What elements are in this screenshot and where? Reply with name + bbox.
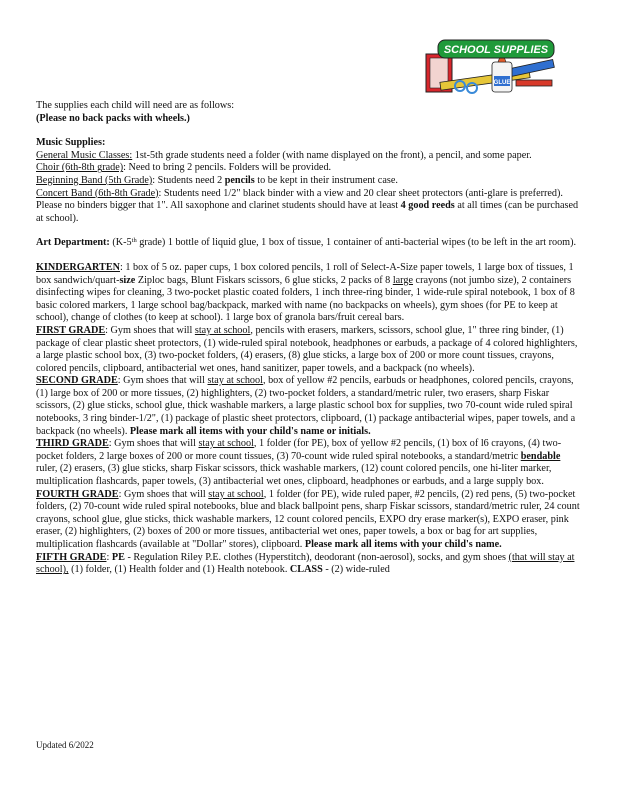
fourth-grade-heading: FOURTH GRADE xyxy=(36,488,119,500)
supply-list xyxy=(36,100,584,577)
fourth-grade-section: FOURTH GRADE: Gym shoes that will stay at school, 1 folder (for PE), wide ruled paper, #2 pencils, (2) red pens, (5) two-pocket folders, (2) 70-count wide ruled spiral notebooks, blue and black ballpoint pens, sharp Fiskar scissors, standard/metric ruler, 24 count crayons, school glue, glue sticks, thick washable markers, 12 count colored pencils, EXPO dry erase marker(s), EXPO eraser, pink eraser, (2) highlighters, (2) boxes of 200 or more tissues, antibacterial wet ones, paper towels, a box or bag for art supplies, multiplication flashcards (available at "Dollar" stores), clipboard. Please mark all items with your child's name. xyxy=(36,488,580,550)
music-concert-band: Concert Band (6th-8th Grade): Students need 1/2" black binder with a view and 20 clear sheet protectors (anti-glare is preferred). Please no binders bigger that 1". All saxophone and clarinet students should have at least 4 good reeds at all times (can be purchased at school). xyxy=(36,187,579,224)
music-beginning-band: Beginning Band (5th Grade): Students need 2 pencils to be kept in their instrument case. xyxy=(36,174,398,186)
music-choir-label: Choir (6th-8th grade) xyxy=(36,162,124,174)
second-grade-heading: SECOND GRADE xyxy=(36,375,118,387)
kindergarten-heading: KINDERGARTEN xyxy=(36,261,120,273)
second-grade-section: SECOND GRADE: Gym shoes that will stay at school, box of yellow #2 pencils, earbuds or headphones, colored pencils, crayons, (1) large box of 200 or more tissues, (2) highlighters, (2) two-pocket folders, a standard/metric ruler, two erasers, sharp Fiskar scissors, (2) glue sticks, school glue, thick washable markers, a large plastic school box for supplies, two 70-count wide ruled spiral notebooks, 3 ring binder-1/2", (1) package of plastic sheet protectors, clipboard, (1) package antibacterial wipes, paper towels, and a backpack (no wheels). Please mark all items with your child's name or initials. xyxy=(36,375,576,437)
music-beginning-label: Beginning Band (5th Grade) xyxy=(36,174,153,186)
first-grade-heading: FIRST GRADE xyxy=(36,324,106,336)
music-choir: Choir (6th-8th grade): Need to bring 2 pencils. Folders will be provided. xyxy=(36,162,332,174)
kindergarten-section: KINDERGARTEN: 1 box of 5 oz. paper cups, 1 box colored pencils, 1 roll of Select-A-Size paper towels, 1 large box of tissues, 1 box sandwich/quart-size Ziploc bags, Blunt Fiskars scissors, 6 glue sticks, 2 packs of 8 large crayons (not jumbo size), 2 containers disinfecting wipes for cleaning, 3 two-pocket plastic coated folders, 1 inch three-ring binder, 1 wide-rule spiral notebook, 1 box of 8 basic colored markers, 1 large school bag/backpack, marked with name (no backpacks on wheels), gym shoes (for PE to keep at school), change of clothes (to keep at school). 1 large box of granola bars/fruit cereal bars. xyxy=(36,261,575,324)
fifth-grade-section: FIFTH GRADE: PE - Regulation Riley P.E. clothes (Hyperstitch), deodorant (non-aerosol), socks, and gym shoes (that will stay at school), (1) folder, (1) Health folder and (1) Health notebook. CLASS - (2) wide-ruled xyxy=(36,551,575,576)
first-grade-section: FIRST GRADE: Gym shoes that will stay at school, pencils with erasers, markers, scissors, school glue, 1" three ring binder, (1) package of clear plastic sheet protectors, (1) wide-ruled spiral notebook, headphones or earbuds, a package of 4 colored highlighters, a large plastic school box, (3) two-pocket folders, (4) erasers, (8) glue sticks, a large box of 200 or more count tissues, crayons, colored pencils, clipboard, antibacterial wet ones, hand sanitizer, paper towels, and a backpack (no wheels). xyxy=(36,324,578,374)
music-general-label: General Music Classes: xyxy=(36,149,133,161)
school-supplies-logo xyxy=(420,36,560,98)
third-grade-heading: THIRD GRADE xyxy=(36,438,109,450)
intro-note: (Please no back packs with wheels.) xyxy=(36,112,190,124)
art-heading: Art Department: xyxy=(36,237,110,249)
intro-line: The supplies each child will need are as follows: xyxy=(36,100,235,111)
music-general: General Music Classes: 1st-5th grade students need a folder (with name displayed on the front), a pencil, and some paper. xyxy=(36,149,532,161)
fifth-grade-heading: FIFTH GRADE xyxy=(36,551,107,563)
art-department: Art Department: (K-5th grade) 1 bottle of liquid glue, 1 box of tissue, 1 container of anti-bacterial wipes (to be left in the art room). xyxy=(36,237,577,249)
third-grade-section: THIRD GRADE: Gym shoes that will stay at school, 1 folder (for PE), box of yellow #2 pencils, (1) box of l6 crayons, (4) two-pocket folders, 2 large boxes of 200 or more count tissues, (3) 70-count wide ruled spiral notebooks, a standard/metric bendable ruler, (2) erasers, (3) glue sticks, sharp Fiskar scissors, thick washable markers, (12) count colored pencils, one hi-liter marker, multiplication flashcards, paper towels, (3) antibacterial wet ones, clipboard, headphones or earbuds, and a large supply box. xyxy=(36,438,562,488)
music-concert-label: Concert Band (6th-8th Grade) xyxy=(36,187,159,199)
music-heading: Music Supplies: xyxy=(36,137,106,149)
updated-date: Updated 6/2022 xyxy=(36,740,94,750)
logo-text: SCHOOL SUPPLIES xyxy=(443,44,549,56)
glue-label: GLUE xyxy=(493,80,511,86)
